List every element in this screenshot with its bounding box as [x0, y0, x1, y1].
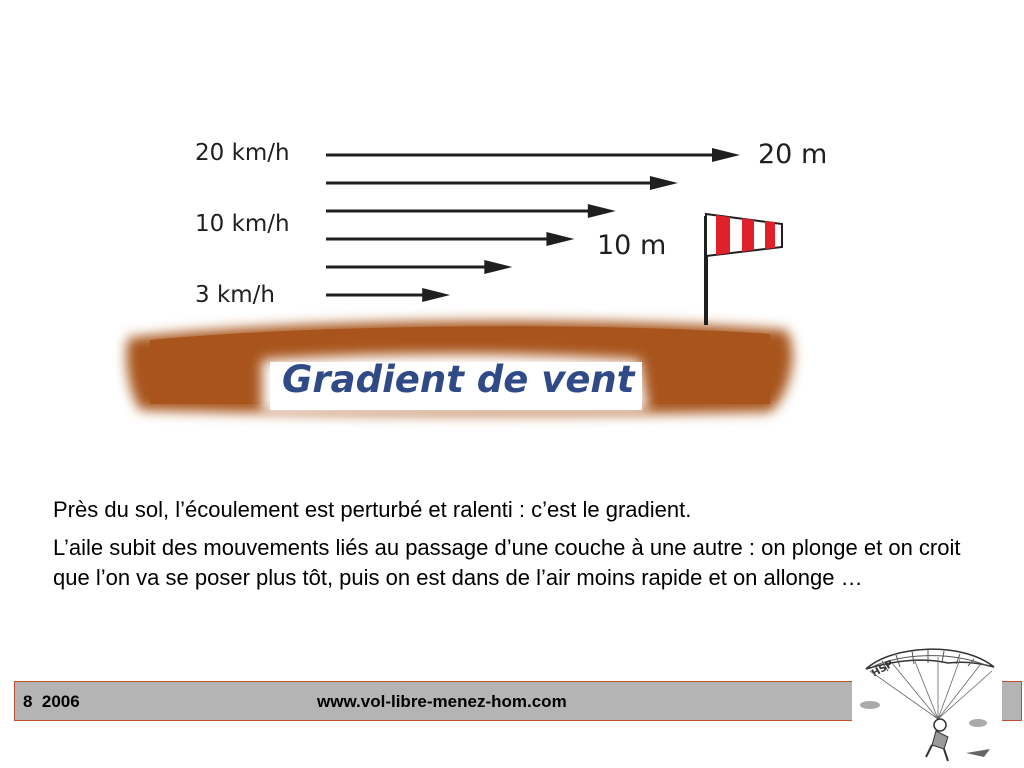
footer-page-number: 8 2006 — [23, 692, 80, 711]
wind-arrow-head — [588, 204, 616, 218]
speed-label-20: 20 km/h — [195, 140, 290, 166]
wind-arrow-head — [422, 288, 450, 302]
wind-arrow-head — [546, 232, 574, 246]
windsock — [706, 214, 782, 325]
body-text — [53, 495, 983, 601]
wind-arrow-head — [484, 260, 512, 274]
height-label-20m: 20 m — [758, 139, 828, 170]
svg-text:HSP: HSP — [870, 658, 896, 680]
paragraph-2: L’aile subit des mouvements liés au passage d’une couche à une autre : on plonge et on croit que l’on va se poser plus tôt, puis on est dans de l’air moins rapide et on allonge … — [53, 535, 961, 590]
paraglider-logo — [852, 641, 1002, 765]
figure-title: Gradient de vent — [282, 358, 635, 401]
speed-label-10: 10 km/h — [195, 211, 290, 237]
speed-label-3: 3 km/h — [195, 282, 275, 308]
height-label-10m: 10 m — [597, 230, 667, 261]
wind-arrow-head — [650, 176, 678, 190]
wind-arrows — [326, 148, 740, 302]
wind-arrow-head — [712, 148, 740, 162]
footer-url[interactable]: www.vol-libre-menez-hom.com — [317, 692, 567, 711]
paraglider-icon — [852, 641, 1002, 765]
paragraph-1: Près du sol, l’écoulement est perturbé et ralenti : c’est le gradient. — [53, 497, 692, 522]
